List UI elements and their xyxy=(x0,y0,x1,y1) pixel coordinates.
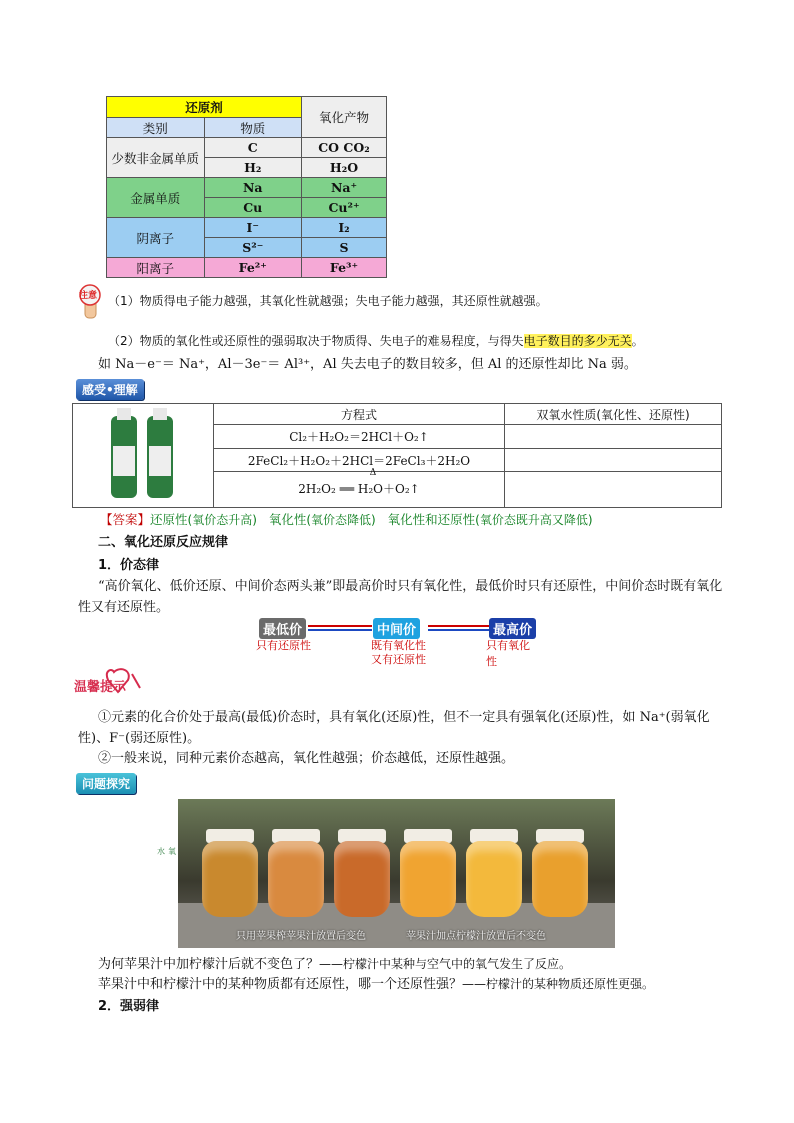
answer-1: 还原性 xyxy=(150,512,188,527)
notice-line2-end: 。 xyxy=(631,334,644,348)
lowest-note: 只有还原性 xyxy=(256,639,311,652)
substance-cu: Cu xyxy=(204,198,302,218)
tip-1: ①元素的化合价处于最高(最低)价态时，具有氧化(还原)性，但不一定具有强氧化(还原)性，如 Na⁺(弱氧化性)、F⁻(弱还原性)。 xyxy=(78,710,710,746)
header-oxidation-product: 氧化产物 xyxy=(302,97,387,138)
product-fe3: Fe³⁺ xyxy=(302,258,387,278)
apple-juice-photo xyxy=(178,799,615,948)
property-3 xyxy=(505,472,722,508)
arrow-line-left-top xyxy=(308,625,372,627)
jar xyxy=(398,829,458,917)
caption-left: 只用苹果榨苹果汁放置后变色 xyxy=(236,931,366,942)
substance-sulfide: S²⁻ xyxy=(204,238,302,258)
category-metal: 金属单质 xyxy=(107,178,205,218)
bottle-label-left: 氧水 xyxy=(156,846,177,855)
middle-note-1: 既有氧化性 xyxy=(371,639,426,652)
equation-2: 2FeCl₂＋H₂O₂＋2HCl＝2FeCl₃＋2H₂O xyxy=(214,448,505,471)
notice-icon xyxy=(76,284,106,320)
arrow-line-right-bottom xyxy=(428,629,490,631)
answer-3-note: (氧价态既升高又降低) xyxy=(475,513,593,527)
question-2 xyxy=(98,973,654,992)
notice-line1: （1）物质得电子能力越强，其氧化性就越强；失电子能力越强，其还原性就越强。 xyxy=(108,294,548,308)
notice-example: 如 Na－e⁻＝ Na⁺，Al－3e⁻＝ Al³⁺，Al 失去电子的数目较多，但 Al 的还原性却比 Na 弱。 xyxy=(98,357,637,372)
answer-2-note: (氧价态降低) xyxy=(306,513,376,527)
substance-c: C xyxy=(204,138,302,158)
highest-valence: 最高价 xyxy=(489,618,536,639)
feel-badge-label: 感受•理解 xyxy=(76,379,144,400)
section2-sub1: 1．价态律 xyxy=(98,558,160,573)
answer-line xyxy=(100,510,593,528)
substance-iodide: I⁻ xyxy=(204,218,302,238)
question-1 xyxy=(98,953,571,972)
delta-symbol: Δ xyxy=(369,468,377,479)
product-h2o: H₂O xyxy=(302,158,387,178)
explore-badge-label: 问题探究 xyxy=(76,773,136,794)
equation-3-cell xyxy=(214,468,505,508)
question-1-text: 为何苹果汁中加柠檬汁后就不变色了？ xyxy=(98,957,320,972)
notice-highlight: 电子数目的多少无关 xyxy=(523,334,632,348)
col-equation: 方程式 xyxy=(214,404,505,425)
arrow-line-left-bottom xyxy=(308,629,372,631)
reducing-agent-table xyxy=(106,96,387,278)
header-reducing-agent: 还原剂 xyxy=(107,97,302,118)
header-category: 类别 xyxy=(107,118,205,138)
valence-law-paragraph: “高价氧化、低价还原、中间价态两头兼”即最高价时只有氧化性，最低价时只有还原性，中间价态时既有氧化性又有还原性。 xyxy=(78,579,723,615)
equation-3: 2H₂O₂ ══ H₂O＋O₂↑ xyxy=(298,482,420,497)
jar-body xyxy=(466,841,522,917)
jar xyxy=(464,829,524,917)
answer-q2: ——柠檬汁的某种物质还原性更强。 xyxy=(462,977,655,991)
product-na-ion: Na⁺ xyxy=(302,178,387,198)
substance-h2: H₂ xyxy=(204,158,302,178)
warm-tip-icon xyxy=(74,668,144,698)
answer-q1: ——柠檬汁中某种与空气中的氧气发生了反应。 xyxy=(319,957,572,971)
middle-valence: 中间价 xyxy=(373,618,420,639)
jar xyxy=(530,829,590,917)
section2-title: 二、氧化还原反应规律 xyxy=(98,535,229,550)
jar xyxy=(332,829,392,917)
jar xyxy=(266,829,326,917)
middle-note-2: 又有还原性 xyxy=(371,653,426,666)
category-anion: 阴离子 xyxy=(107,218,205,258)
answer-3: 氧化性和还原性 xyxy=(387,512,476,527)
equation-1: Cl₂＋H₂O₂＝2HCl＋O₂↑ xyxy=(214,425,505,448)
col-property: 双氧水性质(氧化性、还原性) xyxy=(505,404,722,425)
explore-badge xyxy=(76,773,136,794)
notice-icon-label: 注意 xyxy=(79,291,98,301)
property-2 xyxy=(505,448,722,471)
section2-sub2: 2．强弱律 xyxy=(98,999,160,1014)
header-substance: 物质 xyxy=(204,118,302,138)
notice-line2 xyxy=(108,332,644,349)
category-nonmetal: 少数非金属单质 xyxy=(107,138,205,178)
jar-body xyxy=(268,841,324,917)
caption-right: 苹果汁加点柠檬汁放置后不变色 xyxy=(406,931,546,942)
product-i2: I₂ xyxy=(302,218,387,238)
answer-tag: 【答案】 xyxy=(100,512,151,527)
jar xyxy=(200,829,260,917)
highest-note: 只有氧化性 xyxy=(486,639,530,668)
product-s: S xyxy=(302,238,387,258)
arrow-line-right-top xyxy=(428,625,490,627)
substance-fe2: Fe²⁺ xyxy=(204,258,302,278)
jar-body xyxy=(532,841,588,917)
answer-2: 氧化性 xyxy=(268,512,307,527)
tip-2: ②一般来说，同种元素价态越高，氧化性越强；价态越低，还原性越强。 xyxy=(98,751,515,766)
jar-body xyxy=(334,841,390,917)
feel-badge xyxy=(76,379,144,400)
answer-1-note: (氧价态升高) xyxy=(187,513,257,527)
warm-tip-label: 温馨提示 xyxy=(74,680,127,695)
product-co: CO CO₂ xyxy=(302,138,387,158)
lowest-valence: 最低价 xyxy=(259,618,306,639)
category-cation: 阳离子 xyxy=(107,258,205,278)
valence-diagram xyxy=(256,618,540,666)
jar-body xyxy=(202,841,258,917)
jar-body xyxy=(400,841,456,917)
notice-line2-text: （2）物质的氧化性或还原性的强弱取决于物质得、失电子的难易程度，与得失 xyxy=(108,334,524,348)
substance-na: Na xyxy=(204,178,302,198)
product-cu-ion: Cu²⁺ xyxy=(302,198,387,218)
property-1 xyxy=(505,425,722,448)
question-2-text: 苹果汁中和柠檬汁中的某种物质都有还原性，哪一个还原性强？ xyxy=(98,977,463,992)
bottle-icon xyxy=(103,408,183,500)
